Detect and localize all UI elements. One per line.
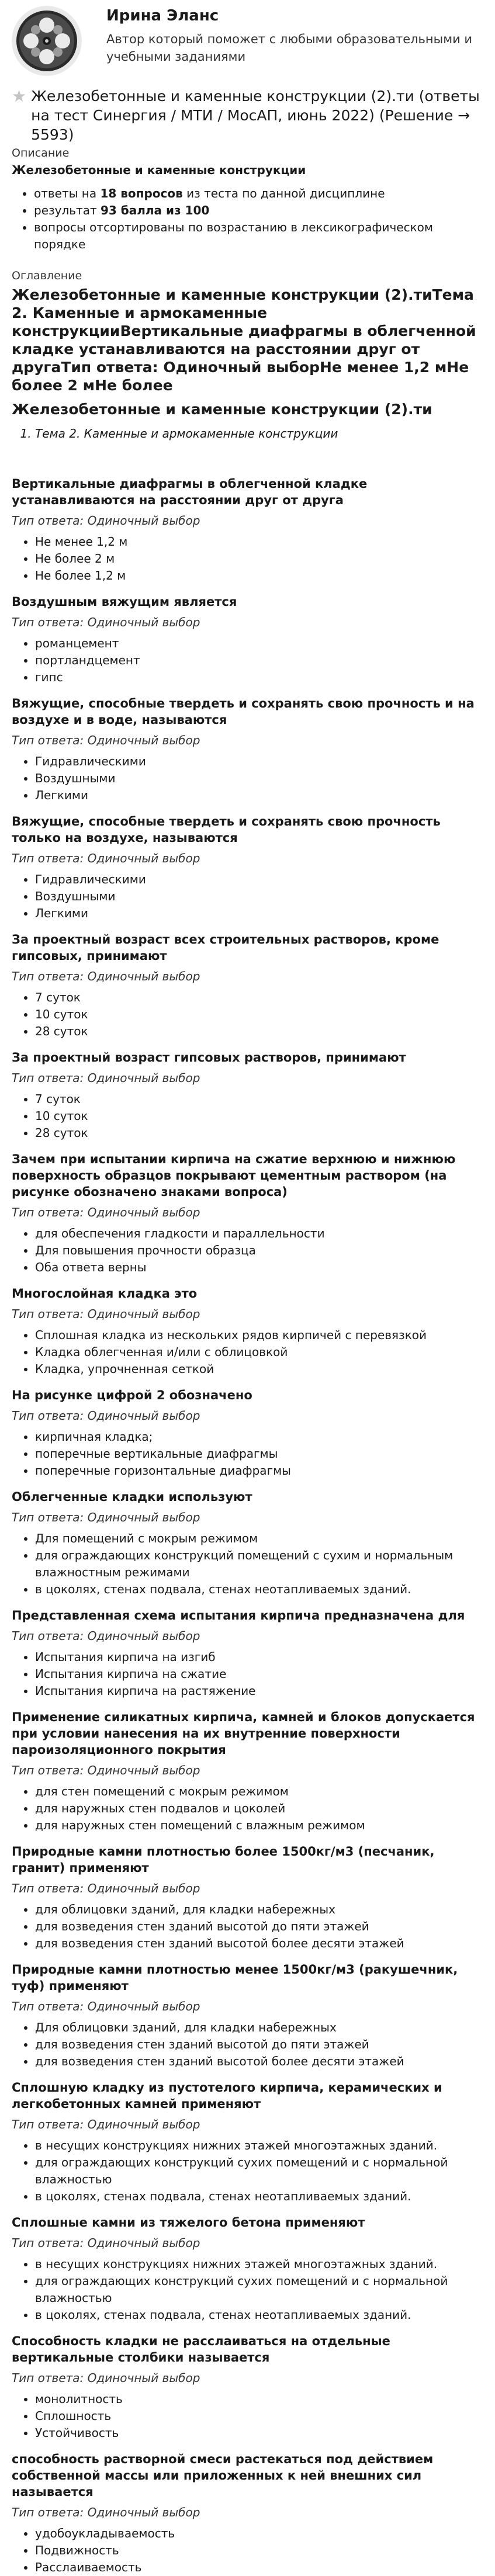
question-text: Зачем при испытании кирпича на сжатие верхнюю и нижнюю поверхность образцов покрывают цементным раствором (на рисунке обозначено знаками вопроса): [12, 1152, 456, 1199]
toc-label: Оглавление: [12, 269, 82, 282]
question-text: Облегченные кладки используют: [12, 1490, 252, 1504]
answer-option: • 28 суток: [35, 1023, 483, 1040]
question-block: [12, 813, 483, 922]
question-text: Вяжущие, способные твердеть и сохранять свою прочность только на воздухе, называются: [12, 814, 441, 845]
question-block: [12, 1049, 483, 1142]
answer-option: • для ограждающих конструкций сухих помещений и с нормальной влажностью: [35, 2154, 483, 2188]
answer-options: [12, 2137, 483, 2205]
question-block: [12, 1387, 483, 1479]
question-block: [12, 1151, 483, 1276]
answer-options: [12, 1530, 483, 1598]
answer-type: Тип ответа: Одиночный выбор: [12, 2117, 200, 2131]
question-block: [12, 2333, 483, 2442]
answer-option: • Не менее 1,2 м: [35, 533, 483, 550]
answer-option: • для возведения стен зданий высотой до пяти этажей: [35, 1918, 483, 1935]
question-text: На рисунке цифрой 2 обозначено: [12, 1388, 252, 1402]
star-icon[interactable]: ★: [12, 86, 27, 106]
answer-options: [12, 533, 483, 584]
stats-item: • вопросы отсортированы по возрастанию в лексикографическом порядке: [34, 219, 483, 253]
page-title-text: Железобетонные и каменные конструкции (2).ти (ответы на тест Синергия / МТИ / МосАП, июнь 2022) (Решение → 5593): [31, 88, 480, 143]
stats-item: • ответы на 18 вопросов из теста по данной дисциплине: [34, 185, 483, 202]
toc-heading: Железобетонные и каменные конструкции (2).тиТема 2. Каменные и армокаменные конструкцииВертикальные диафрагмы в облегченной кладке устанавливаются на расстоянии друг от другаТип ответа: Одиночный выборНе менее 1,2 мНе более 2 мНе более: [12, 286, 476, 394]
answer-options: [12, 1429, 483, 1479]
answer-type: Тип ответа: Одиночный выбор: [12, 969, 200, 983]
answer-option: • Не более 2 м: [35, 550, 483, 567]
answer-option: • монолитность: [35, 2391, 483, 2408]
answer-options: [12, 1225, 483, 1276]
question-text: Воздушным вяжущим является: [12, 595, 237, 609]
answer-options: [12, 753, 483, 804]
question-block: [12, 2451, 483, 2576]
question-block: [12, 1285, 483, 1378]
answer-type: Тип ответа: Одиночный выбор: [12, 1071, 200, 1085]
question-text: Многослойная кладка это: [12, 1287, 198, 1301]
author-description: Автор который поможет с любыми образовательными и учебными заданиями: [106, 32, 473, 64]
answer-option: • Сплошность: [35, 2408, 483, 2425]
answer-option: • поперечные горизонтальные диафрагмы: [35, 1462, 483, 1479]
answer-options: [12, 2525, 483, 2576]
avatar[interactable]: [12, 6, 82, 76]
answer-option: • Устойчивость: [35, 2425, 483, 2442]
toc-item[interactable]: 1. Тема 2. Каменные и армокаменные конструкции: [35, 425, 483, 442]
answer-type: Тип ответа: Одиночный выбор: [12, 1510, 200, 1524]
answer-options: [12, 1091, 483, 1142]
answer-option: • в цоколях, стенах подвала, стенах неотапливаемых зданий.: [35, 2188, 483, 2205]
answer-option: • романцемент: [35, 635, 483, 652]
answer-type: Тип ответа: Одиночный выбор: [12, 1307, 200, 1321]
question-block: [12, 2079, 483, 2205]
question-text: Природные камни плотностью менее 1500кг/м3 (ракушечник, туф) применяют: [12, 1963, 458, 1993]
answer-option: • Подвижность: [35, 2542, 483, 2559]
answer-type: Тип ответа: Одиночный выбор: [12, 615, 200, 629]
answer-option: • для стен помещений с мокрым режимом: [35, 1783, 483, 1800]
answer-options: [12, 1783, 483, 1834]
question-text: Способность кладки не расслаиваться на отдельные вертикальные столбики называется: [12, 2334, 390, 2364]
question-block: [12, 1489, 483, 1598]
answer-option: • 10 суток: [35, 1006, 483, 1023]
answer-option: • Воздушными: [35, 888, 483, 905]
description-subtitle: Железобетонные и каменные конструкции: [12, 163, 306, 177]
answer-type: Тип ответа: Одиночный выбор: [12, 1763, 200, 1777]
toc-list: [12, 425, 483, 442]
answer-option: • портландцемент: [35, 652, 483, 669]
answer-type: Тип ответа: Одиночный выбор: [12, 1999, 200, 2013]
answer-option: • для возведения стен зданий высотой более десяти этажей: [35, 1935, 483, 1952]
question-block: [12, 1709, 483, 1834]
answer-options: [12, 2391, 483, 2442]
answer-option: • для возведения стен зданий высотой более десяти этажей: [35, 2053, 483, 2070]
stats-item: • результат 93 балла из 100: [34, 202, 483, 219]
answer-type: Тип ответа: Одиночный выбор: [12, 2505, 200, 2519]
question-text: Сплошную кладку из пустотелого кирпича, керамических и легкобетонных камней применяют: [12, 2081, 442, 2111]
answer-option: • удобоукладываемость: [35, 2525, 483, 2542]
answer-option: • в несущих конструкциях нижних этажей многоэтажных зданий.: [35, 2256, 483, 2273]
question-text: Вертикальные диафрагмы в облегченной кладке устанавливаются на расстоянии друг от друга: [12, 477, 368, 507]
answer-options: [12, 1327, 483, 1378]
answer-option: • Оба ответа верны: [35, 1259, 483, 1276]
answer-type: Тип ответа: Одиночный выбор: [12, 1629, 200, 1643]
answer-option: • для обеспечения гладкости и параллельности: [35, 1225, 483, 1242]
answer-options: [12, 635, 483, 686]
answer-type: Тип ответа: Одиночный выбор: [12, 851, 200, 865]
author-block: [12, 0, 483, 81]
answer-option: • Для повышения прочности образца: [35, 1242, 483, 1259]
question-block: [12, 594, 483, 686]
answer-option: • кирпичная кладка;: [35, 1429, 483, 1445]
answer-option: • Испытания кирпича на растяжение: [35, 1683, 483, 1700]
answer-option: • Кладка, упрочненная сеткой: [35, 1361, 483, 1378]
question-text: Представленная схема испытания кирпича предназначена для: [12, 1608, 465, 1622]
question-block: [12, 695, 483, 804]
question-text: Применение силикатных кирпича, камней и блоков допускается при условии нанесения на их внутренние поверхности пароизоляционного покрытия: [12, 1710, 475, 1757]
answer-option: • гипс: [35, 669, 483, 686]
answer-options: [12, 1649, 483, 1700]
answer-options: [12, 989, 483, 1040]
answer-options: [12, 2019, 483, 2070]
answer-option: • для ограждающих конструкций сухих помещений и с нормальной влажностью: [35, 2273, 483, 2307]
author-name[interactable]: Ирина Эланс: [106, 7, 219, 25]
answer-option: • Гидравлическими: [35, 753, 483, 770]
answer-option: • Легкими: [35, 787, 483, 804]
question-text: За проектный возраст всех строительных растворов, кроме гипсовых, принимают: [12, 932, 439, 963]
answer-option: • для наружных стен подвалов и цоколей: [35, 1800, 483, 1817]
answer-option: • Для облицовки зданий, для кладки набережных: [35, 2019, 483, 2036]
question-block: [12, 931, 483, 1040]
stats-list: [12, 185, 483, 253]
answer-options: [12, 871, 483, 922]
answer-option: • для наружных стен помещений с влажным режимом: [35, 1817, 483, 1834]
answer-option: • в несущих конструкциях нижних этажей многоэтажных зданий.: [35, 2137, 483, 2154]
answer-option: • 7 суток: [35, 989, 483, 1006]
question-text: Природные камни плотностью более 1500кг/м3 (песчаник, гранит) применяют: [12, 1845, 435, 1875]
question-block: [12, 1961, 483, 2070]
answer-option: • Испытания кирпича на сжатие: [35, 1666, 483, 1683]
answer-options: [12, 2256, 483, 2324]
answer-option: • Воздушными: [35, 770, 483, 787]
author-info: [106, 6, 483, 65]
answer-option: • Сплошная кладка из нескольких рядов кирпичей с перевязкой: [35, 1327, 483, 1344]
answer-type: Тип ответа: Одиночный выбор: [12, 2371, 200, 2385]
film-reel-icon: [12, 6, 82, 76]
answer-type: Тип ответа: Одиночный выбор: [12, 2236, 200, 2250]
question-text: способность растворной смеси растекаться под действием собственной массы или приложенных к ней внешних сил называется: [12, 2452, 434, 2499]
question-block: [12, 1607, 483, 1700]
questions-list: [12, 476, 483, 2576]
answer-option: • в цоколях, стенах подвала, стенах неотапливаемых зданий.: [35, 1581, 483, 1598]
answer-option: • 28 суток: [35, 1125, 483, 1142]
answer-type: Тип ответа: Одиночный выбор: [12, 1205, 200, 1219]
question-text: Вяжущие, способные твердеть и сохранять свою прочность и на воздухе и в воде, называются: [12, 696, 475, 727]
answer-option: • Легкими: [35, 905, 483, 922]
answer-option: • Гидравлическими: [35, 871, 483, 888]
question-text: За проектный возраст гипсовых растворов, принимают: [12, 1050, 406, 1065]
answer-option: • Для помещений с мокрым режимом: [35, 1530, 483, 1547]
answer-type: Тип ответа: Одиночный выбор: [12, 1881, 200, 1895]
answer-option: • Не более 1,2 м: [35, 567, 483, 584]
question-block: [12, 476, 483, 584]
page-title: [12, 86, 483, 144]
answer-option: • 7 суток: [35, 1091, 483, 1108]
answer-options: [12, 1901, 483, 1952]
answer-type: Тип ответа: Одиночный выбор: [12, 733, 200, 747]
answer-option: • в цоколях, стенах подвала, стенах неотапливаемых зданий.: [35, 2307, 483, 2324]
answer-option: • для облицовки зданий, для кладки набережных: [35, 1901, 483, 1918]
toc-subheading: Железобетонные и каменные конструкции (2).ти: [12, 401, 432, 418]
description-label: Описание: [12, 147, 70, 160]
answer-option: • 10 суток: [35, 1108, 483, 1125]
answer-type: Тип ответа: Одиночный выбор: [12, 1409, 200, 1423]
answer-option: • Расслаиваемость: [35, 2559, 483, 2576]
answer-option: • для возведения стен зданий высотой до пяти этажей: [35, 2036, 483, 2053]
answer-type: Тип ответа: Одиночный выбор: [12, 514, 200, 528]
answer-option: • Кладка облегченная и/или с облицовкой: [35, 1344, 483, 1361]
answer-option: • поперечные вертикальные диафрагмы: [35, 1445, 483, 1462]
question-block: [12, 2214, 483, 2324]
question-block: [12, 1843, 483, 1952]
answer-option: • Испытания кирпича на изгиб: [35, 1649, 483, 1666]
answer-option: • для ограждающих конструкций помещений с сухим и нормальным влажностным режимами: [35, 1547, 483, 1581]
question-text: Сплошные камни из тяжелого бетона применяют: [12, 2216, 365, 2230]
